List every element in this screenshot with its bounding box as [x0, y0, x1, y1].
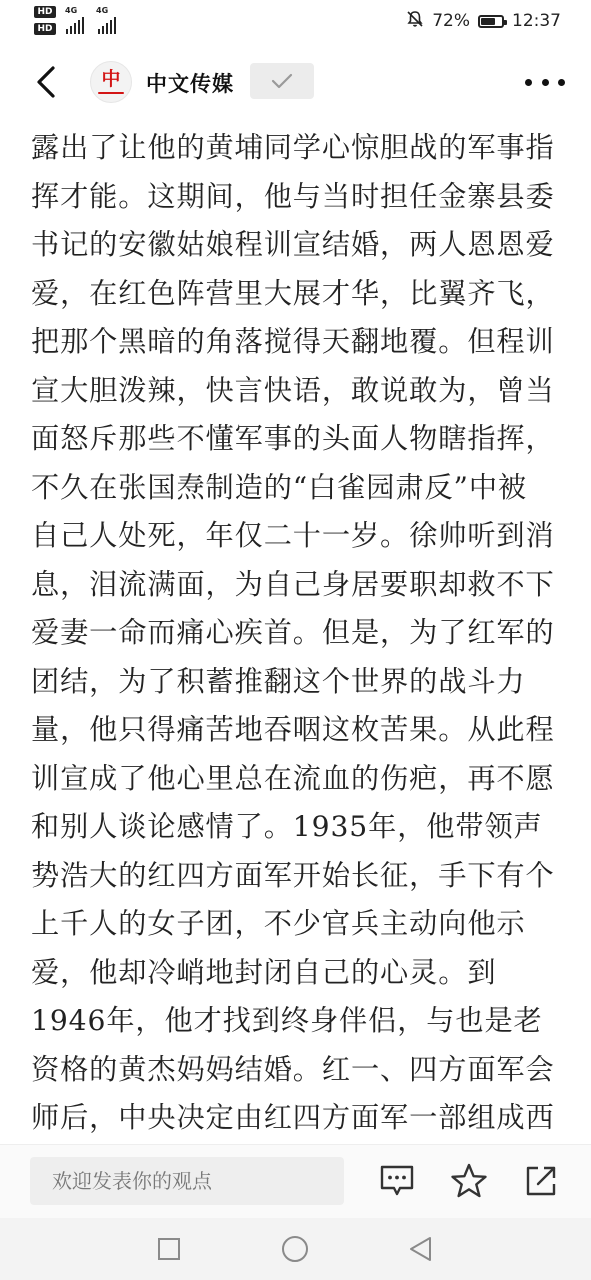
more-button[interactable]: [525, 70, 565, 94]
home-button[interactable]: [278, 1232, 312, 1266]
share-button[interactable]: [522, 1162, 560, 1200]
logo-glyph: 中: [101, 68, 121, 90]
more-icon-dot: [525, 79, 532, 86]
signal-icon-2: [98, 17, 116, 34]
network-type-2: 4G: [96, 6, 109, 15]
favorite-button[interactable]: [450, 1162, 488, 1200]
recent-apps-button[interactable]: [152, 1232, 186, 1266]
signal-indicators: [34, 6, 134, 38]
battery-percent: 72%: [432, 11, 470, 31]
more-icon-dot: [542, 79, 549, 86]
status-right: [406, 8, 561, 34]
comment-input[interactable]: [30, 1157, 344, 1205]
article-text: 露出了让他的黄埔同学心惊胆战的军事指 挥才能。这期间，他与当时担任金寨县委 书记的安徽姑娘程训宣结婚，两人恩恩爱 爱，在红色阵营里大展才华，比翼齐飞， 把那个黑暗的角落搅得天翻地覆。但程训 宣大胆泼辣，快言快语，敢说敢为，曾当 面怒斥那些不懂军事的头面人物瞎指挥， 不久在张国焘制造的“白雀园肃反”中被 自己人处死，年仅二十一岁。徐帅听到消 息，泪流满面，为自己身居要职却救不下 爱妻一命而痛心疾首。但是，为了红军的 团结，为了积蓄推翻这个世界的战斗力 量，他只得痛苦地吞咽这枚苦果。从此程 训宣成了他心里总在流血的伤疤，再不愿 和别人谈论感情了。1935年，他带领声 势浩大的红四方面军开始长征，手下有个 上千人的女子团，不少官兵主动向他示 爱，他却冷峭地封闭自己的心灵。到 1946年，他才找到终身伴侣，与也是老 资格的黄杰妈妈结婚。红一、四方面军会 师后，中央决定由红四方面军一部组成西: [31, 131, 555, 1134]
star-icon: [450, 1163, 488, 1199]
comment-bar: [0, 1144, 591, 1219]
follow-button[interactable]: [250, 63, 314, 99]
back-button[interactable]: [26, 62, 66, 102]
back-arrow-icon: [35, 65, 57, 99]
comment-icon: [379, 1164, 415, 1198]
sim2-hd-badge: HD: [34, 23, 56, 35]
sim1-hd-badge: HD: [34, 6, 56, 18]
recent-apps-icon: [156, 1236, 182, 1262]
system-back-button[interactable]: [404, 1232, 438, 1266]
system-nav-bar: [0, 1218, 591, 1280]
article-header: [0, 42, 591, 124]
publisher-name[interactable]: 中文传媒: [146, 72, 234, 96]
mute-icon: [406, 10, 424, 33]
publisher-logo[interactable]: [90, 61, 132, 103]
battery-icon: [478, 15, 504, 28]
more-icon-dot: [558, 79, 565, 86]
back-icon: [407, 1235, 435, 1263]
article-body: [31, 124, 565, 1144]
home-icon: [280, 1234, 310, 1264]
status-bar: [0, 0, 591, 42]
share-icon: [524, 1164, 558, 1198]
clock: 12:37: [512, 11, 561, 31]
network-type-1: 4G: [65, 6, 78, 15]
check-icon: [271, 73, 293, 89]
comment-button[interactable]: [378, 1162, 416, 1200]
signal-icon: [66, 17, 84, 34]
logo-mark: [98, 92, 124, 94]
